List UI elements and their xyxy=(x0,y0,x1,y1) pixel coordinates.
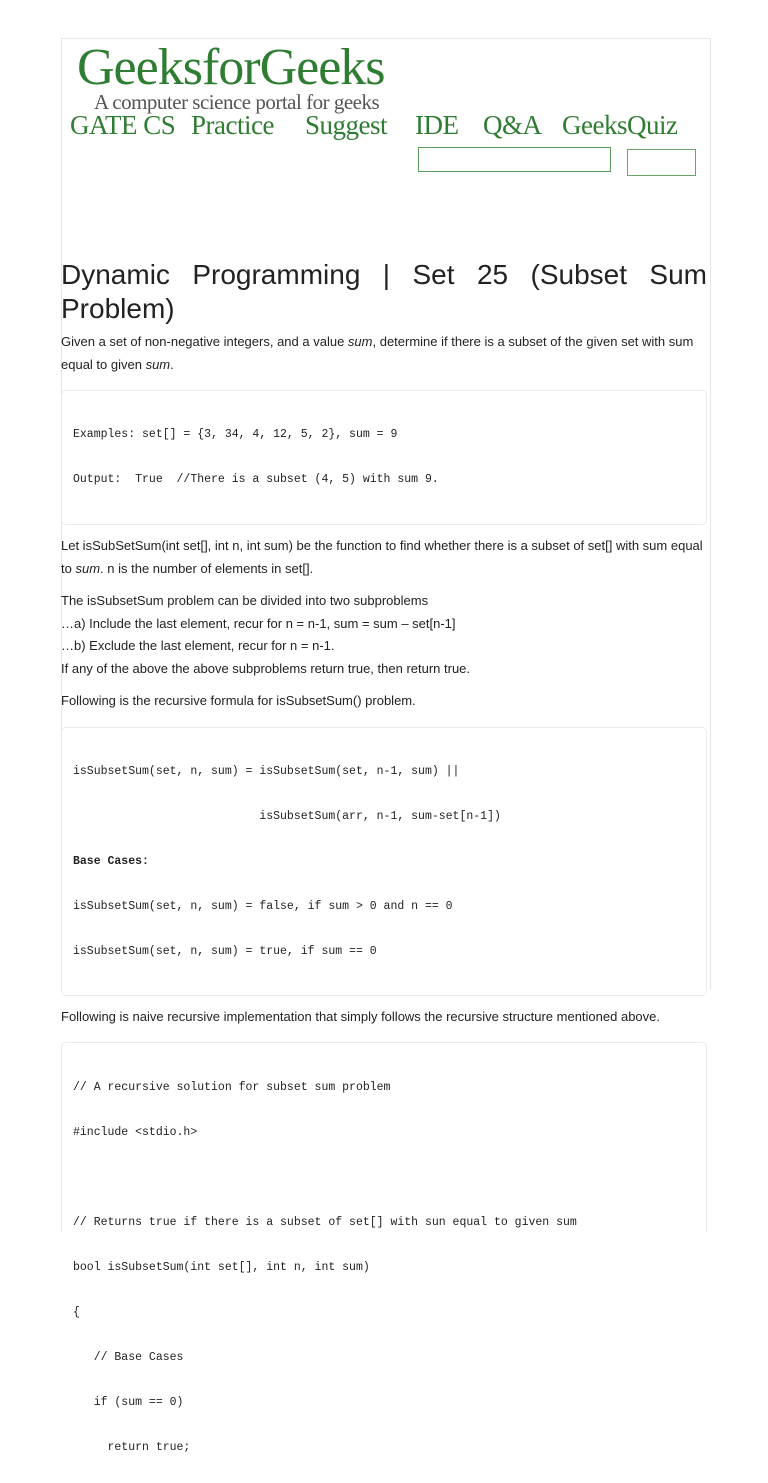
code-line: return true; xyxy=(73,1441,191,1454)
code-line: Examples: set[] = {3, 34, 4, 12, 5, 2}, sum = 9 xyxy=(73,428,398,441)
code-line xyxy=(73,1168,695,1187)
search-button[interactable] xyxy=(627,149,696,176)
code-line: isSubsetSum(set, n, sum) = true, if sum == 0 xyxy=(73,944,377,958)
intro-sum-2: sum xyxy=(145,356,171,372)
code-line: #include <stdio.h> xyxy=(73,1126,198,1139)
intro-text-3: . xyxy=(170,356,174,372)
search-input[interactable] xyxy=(418,147,611,172)
code-line: isSubsetSum(set, n, sum) = false, if sum > 0 and n == 0 xyxy=(73,899,453,913)
nav-ide[interactable]: IDE xyxy=(415,110,459,140)
code-line: isSubsetSum(set, n, sum) = isSubsetSum(set, n-1, sum) || xyxy=(73,764,460,778)
article-title: Dynamic Programming | Set 25 (Subset Sum Problem) xyxy=(61,259,707,324)
article xyxy=(61,258,707,1454)
subproblems-line: If any of the above the above subproblems return true, then return true. xyxy=(61,660,471,676)
site-tagline: A computer science portal for geeks xyxy=(94,90,380,114)
let-sum: sum xyxy=(75,560,101,576)
nav-practice[interactable]: Practice xyxy=(191,110,274,140)
impl-code-block xyxy=(61,1042,707,1454)
intro-paragraph xyxy=(61,331,707,376)
code-line: bool isSubsetSum(int set[], int n, int sum) xyxy=(73,1261,370,1274)
intro-text-1: Given a set of non-negative integers, and a value xyxy=(61,334,348,349)
code-line: if (sum == 0) xyxy=(73,1396,184,1409)
intro-text-2: , determine if there is a subset of the given set with sum equal to given xyxy=(61,334,694,372)
code-line: // A recursive solution for subset sum problem xyxy=(73,1081,391,1094)
site-logo[interactable]: GeeksforGeeks xyxy=(77,39,385,96)
code-line: // Returns true if there is a subset of set[] with sun equal to given sum xyxy=(73,1216,577,1229)
example-code-block xyxy=(61,390,707,525)
subproblems-line: The isSubsetSum problem can be divided into two subproblems xyxy=(61,593,429,608)
let-paragraph xyxy=(61,535,707,580)
impl-intro: Following is naive recursive implementation that simply follows the recursive structure mentioned above. xyxy=(61,1008,660,1024)
code-line-base-cases: Base Cases: xyxy=(73,854,149,868)
nav-gate-cs[interactable]: GATE CS xyxy=(70,110,176,140)
formula-intro: Following is the recursive formula for isSubsetSum() problem. xyxy=(61,693,416,708)
let-text-1: Let isSubSetSum(int set[], int n, int sum) be the function to find whether there is a subset of set[] with sum equal to xyxy=(61,538,703,576)
nav-geeksquiz[interactable]: GeeksQuiz xyxy=(562,110,678,140)
subproblems-line: …b) Exclude the last element, recur for n = n-1. xyxy=(61,638,335,653)
let-text-2: . n is the number of elements in set[]. xyxy=(100,560,314,576)
code-line: { xyxy=(73,1306,80,1319)
site-header xyxy=(61,38,709,184)
intro-sum-1: sum xyxy=(347,334,373,349)
code-line: isSubsetSum(arr, n-1, sum-set[n-1]) xyxy=(73,809,501,823)
nav-suggest[interactable]: Suggest xyxy=(305,110,388,140)
subproblems-paragraph xyxy=(61,590,707,680)
nav-qa[interactable]: Q&A xyxy=(483,110,542,140)
code-line: Output: True //There is a subset (4, 5) with sum 9. xyxy=(73,473,439,486)
subproblems-line: …a) Include the last element, recur for n = n-1, sum = sum – set[n-1] xyxy=(61,615,456,631)
code-line: // Base Cases xyxy=(73,1351,184,1364)
formula-code-block xyxy=(61,727,707,996)
